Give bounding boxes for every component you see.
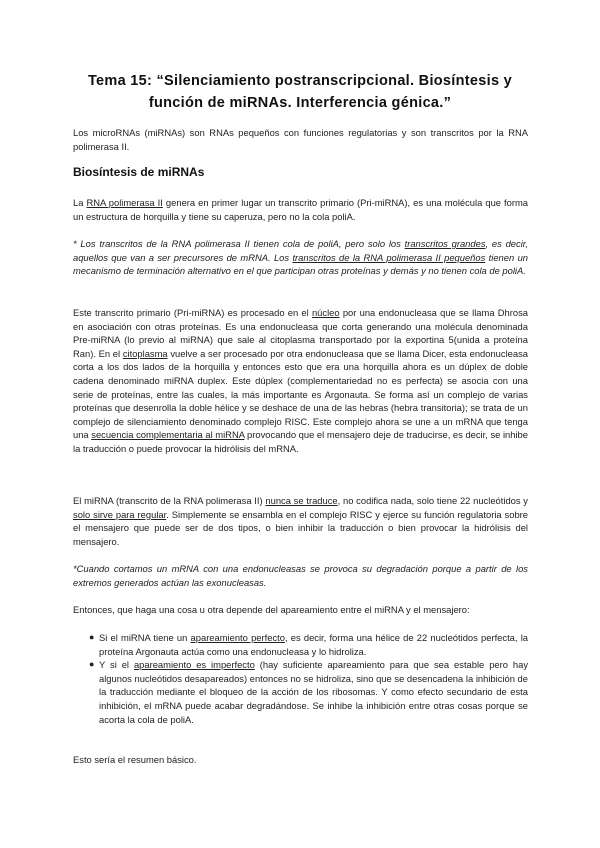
text-segment: Este transcrito primario (Pri-miRNA) es procesado en el xyxy=(73,307,312,318)
paragraph-mirna-function xyxy=(73,494,528,548)
text-segment: provocando que el mensajero deje de traducirse, es decir, se inhibe la traducción o puede provocar la hidrólisis del mRNA. xyxy=(73,429,528,454)
underlined-text: solo sirve para regular xyxy=(73,508,167,520)
intro-paragraph: Los microRNAs (miRNAs) son RNAs pequeños con funciones regulatorias y son transcritos por la RNA polimerasa II. xyxy=(73,127,528,152)
text-segment: (hay suficiente apareamiento para que sea estable pero hay algunos nucleótidos desapareados) entonces no se hidroliza, sino que se desencadena la inhibición de la traducción mediante el bloqueo de la acción de los ribosomas. Y como efecto secundario de esta inhibición, el mRNA puede acabar degradándose. Se inhibe la inhibición entre otras cosas porque se acorta la cola de poliA. xyxy=(99,659,529,725)
underlined-text: RNA polimerasa II xyxy=(86,197,163,208)
underlined-text: nunca se traduce xyxy=(265,495,338,506)
paragraph-pairing-intro: Entonces, que haga una cosa u otra depende del apareamiento entre el miRNA y el mensajero: xyxy=(73,604,470,615)
underlined-text: núcleo xyxy=(311,307,340,318)
closing-line: Esto sería el resumen básico. xyxy=(73,754,197,765)
list-item xyxy=(73,658,528,726)
underlined-text: secuencia complementaria al miRNA xyxy=(91,429,245,441)
note-paragraph-1 xyxy=(73,237,528,278)
text-segment: tienen un mecanismo de terminación alternativo en el que participan otras proteínas y demás y no tienen cola de poliA. xyxy=(73,251,528,277)
underlined-text: apareamiento es imperfecto xyxy=(133,659,255,671)
bullet-icon: ● xyxy=(89,632,95,642)
document-title: Tema 15: “Silenciamiento postranscripcional. Biosíntesis y función de miRNAs. Interferencia génica.” xyxy=(87,73,513,111)
underlined-text: citoplasma xyxy=(122,347,168,359)
text-segment: por una endonucleasa que se llama Dhrosa en asociación con otras proteínas. Es una endonucleasa que corta generando una molécula denominada Pre-miRNA (lo previo al miRNA) que sale al citoplasma transportado por la exportina 5(unida a proteína Ran). En el xyxy=(73,307,528,359)
text-segment: vuelve a ser procesado por otra endonucleasa que se llama Dicer, esta endonucleasa corta a los dos lados de la horquilla y entonces esto que era una horquilla ahora es un dúplex de doble cadena denominado miRNA duplex. Este dúplex (complementariedad no es perfecta) se asocia con una serie de proteínas, entre las cuales, la más importante es Argonauta. Se forma así un complejo de varias proteínas que desenrolla la doble hélice y se deshace de una de las hebras (hebra transitoria); se trata de un complejo de silenciamiento denominado complejo RISC. Este complejo ahora se une a un mRNA que tenga una xyxy=(73,347,528,441)
text-segment: . Simplemente se ensambla en el complejo RISC y ejerce su función regulatoria sobre el mensajero que puede ser de dos tipos, o bien inhibir la traducción o bien provocar la hidrólisis del mensajero. xyxy=(73,508,528,547)
text-segment: El miRNA (transcrito de la RNA polimerasa II) xyxy=(73,495,266,506)
text-segment: La xyxy=(73,197,87,208)
text-segment: Y si el xyxy=(99,659,134,671)
underlined-text: transcritos de la RNA polimerasa II pequeños xyxy=(292,251,486,263)
bullet-icon: ● xyxy=(89,659,95,670)
text-segment: genera en primer lugar un transcrito primario (Pri-miRNA), es una molécula que forma un estructura de horquilla y tiene su caperuza, pero no la cola poliA. xyxy=(73,197,528,222)
paragraph-processing xyxy=(73,306,528,456)
text-segment: , no codifica nada, solo tiene 22 nucleótidos y xyxy=(337,495,528,506)
text-segment: Si el miRNA tiene un xyxy=(99,632,191,643)
section-heading: Biosíntesis de miRNAs xyxy=(73,165,205,179)
list-item xyxy=(73,631,528,658)
underlined-text: transcritos grandes xyxy=(404,238,486,249)
bullet-list xyxy=(73,631,528,726)
text-segment: , es decir, aquellos que van a ser precursores de mRNA. Los xyxy=(73,238,529,263)
text-segment: * Los transcritos de la RNA polimerasa II tienen cola de poliA, pero solo los xyxy=(73,238,405,249)
text-segment: , es decir, forma una hélice de 22 nucleótidos perfecta, la proteína Argonauta actúa como una endonucleasa y lo hidroliza. xyxy=(99,632,528,657)
underlined-text: apareamiento perfecto xyxy=(190,632,285,643)
note-paragraph-2: *Cuando cortamos un mRNA con una endonucleasas se provoca su degradación porque a partir de los extremos generados actúan las exonucleasas. xyxy=(73,563,528,588)
paragraph-biosynthesis-1 xyxy=(73,196,528,223)
